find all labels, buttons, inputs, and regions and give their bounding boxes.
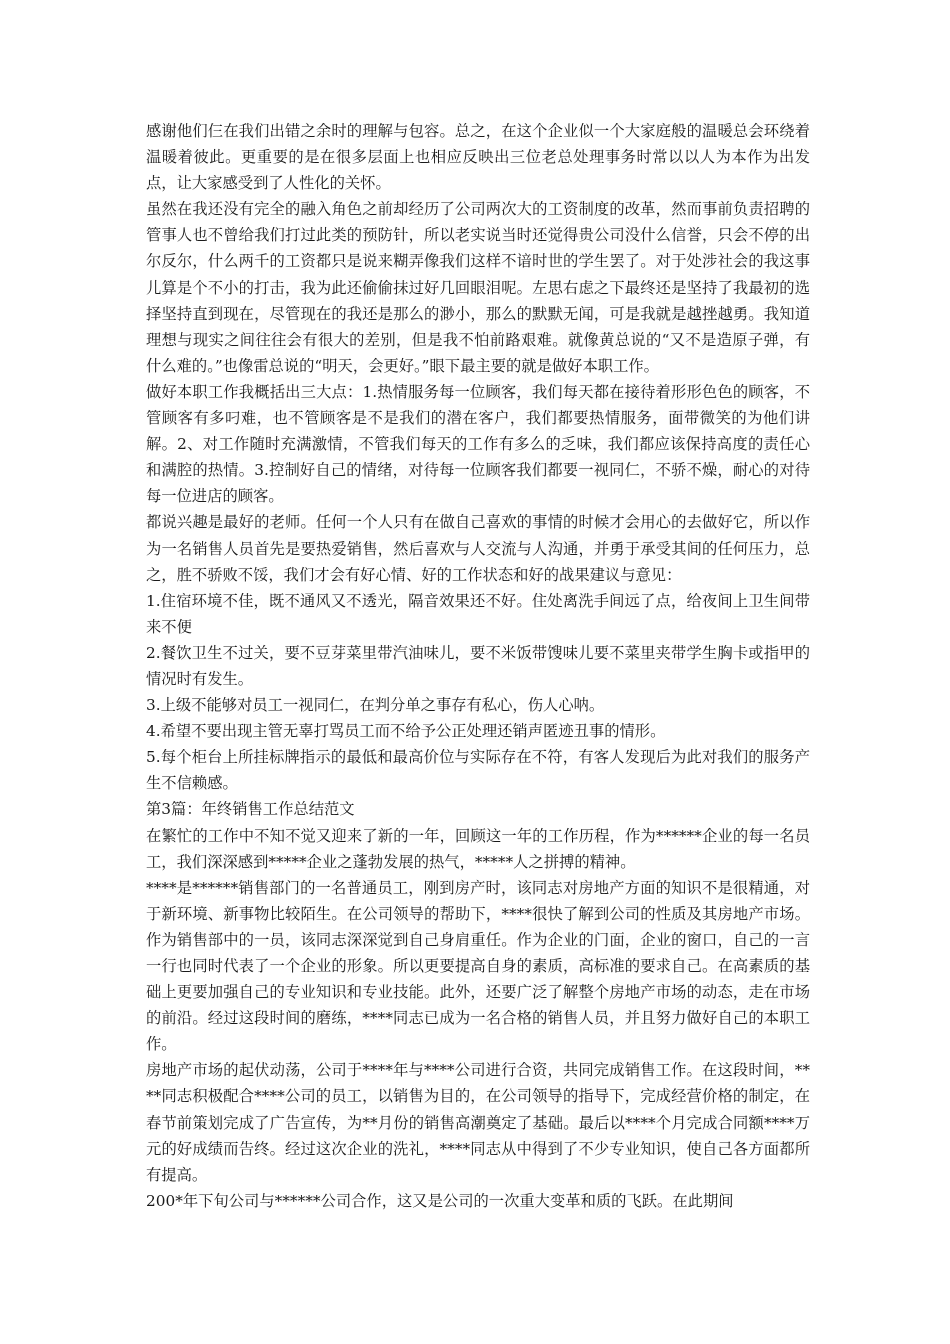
list-item: 5.每个柜台上所挂标牌指示的最低和最高价位与实际存在不符，有客人发现后为此对我们的服务产生不信赖感。 (146, 748, 810, 793)
paragraph: 房地产市场的起伏动荡，公司于****年与****公司进行合资，共同完成销售工作。在这段时间，****同志积极配合****公司的员工，以销售为目的，在公司领导的指导下，完成经营价格的制定，在春节前策划完成了广告宣传，为**月份的销售高潮奠定了基础。最后以****个月完成合同额****万元的好成绩而告终。经过这次企业的洗礼，****同志从中得到了不少专业知识，使自己各方面都所有提高。 (146, 1061, 810, 1184)
list-item: 4.希望不要出现主管无辜打骂员工而不给予公正处理还销声匿迹丑事的情形。 (146, 722, 666, 741)
paragraph: 感谢他们仨在我们出错之余时的理解与包容。总之，在这个企业似一个大家庭般的温暖总会环绕着温暖着彼此。更重要的是在很多层面上也相应反映出三位老总处理事务时常以以人为本作为出发点，让大家感受到了人性化的关怀。 (146, 122, 810, 193)
list-item: 2.餐饮卫生不过关，要不豆芽菜里带汽油味儿，要不米饭带馊味儿要不菜里夹带学生胸卡或指甲的情况时有发生。 (146, 643, 810, 688)
paragraph: 做好本职工作我概括出三大点：1.热情服务每一位顾客，我们每天都在接待着形形色色的顾客，不管顾客有多叼难，也不管顾客是不是我们的潜在客户，我们都要热情服务，面带微笑的为他们讲解。2、对工作随时充满激情，不管我们每天的工作有多么的乏味，我们都应该保持高度的责任心和满腔的热情。3.控制好自己的情绪，对待每一位顾客我们都要一视同仁，不骄不燥，耐心的对待每一位进店的顾客。 (146, 382, 810, 506)
paragraph: 都说兴趣是最好的老师。任何一个人只有在做自己喜欢的事情的时候才会用心的去做好它，所以作为一名销售人员首先是要热爱销售，然后喜欢与人交流与人沟通，并勇于承受其间的任何压力，总之，胜不骄败不馁，我们才会有好心情、好的工作状态和好的战果建议与意见： (146, 513, 810, 584)
paragraph: ****是******销售部门的一名普通员工，刚到房产时，该同志对房地产方面的知识不是很精通，对于新环境、新事物比较陌生。在公司领导的帮助下，****很快了解到公司的性质及其房地产市场。作为销售部中的一员，该同志深深觉到自己身肩重任。作为企业的门面，企业的窗口，自己的一言一行也同时代表了一个企业的形象。所以更要提高自身的素质，高标准的要求自己。在高素质的基础上更要加强自己的专业知识和专业技能。此外，还要广泛了解整个房地产市场的动态，走在市场的前沿。经过这段时间的磨练，****同志已成为一名合格的销售人员，并且努力做好自己的本职工作。 (146, 878, 810, 1054)
document-body (146, 118, 810, 1214)
paragraph: 200*年下旬公司与******公司合作，这又是公司的一次重大变革和质的飞跃。在此期间 (146, 1191, 734, 1210)
list-item: 1.住宿环境不佳，既不通风又不透光，隔音效果还不好。住处离洗手间远了点，给夜间上卫生间带来不便 (146, 591, 810, 636)
paragraph: 虽然在我还没有完全的融入角色之前却经历了公司两次大的工资制度的改革，然而事前负责招聘的管事人也不曾给我们打过此类的预防针，所以老实说当时还觉得贵公司没什么信誉，只会不停的出尔反尔，什么两千的工资都只是说来糊弄像我们这样不谙时世的学生罢了。对于处涉社会的我这事儿算是个不小的打击，我为此还偷偷抹过好几回眼泪呢。左思右虑之下最终还是坚持了我最初的选择坚持直到现在，尽管现在的我还是那么的渺小，那么的默默无闻，可是我就是越挫越勇。我知道理想与现实之间往往会有很大的差别，但是我不怕前路艰难。就像黄总说的“又不是造原子弹，有什么难的。”也像雷总说的“明天，会更好。”眼下最主要的就是做好本职工作。 (146, 200, 810, 375)
section-heading: 第3篇：年终销售工作总结范文 (146, 800, 355, 819)
list-item: 3.上级不能够对员工一视同仁，在判分单之事存有私心，伤人心呐。 (146, 696, 605, 715)
paragraph: 在繁忙的工作中不知不觉又迎来了新的一年，回顾这一年的工作历程，作为******企业的每一名员工，我们深深感到*****企业之蓬勃发展的热气，*****人之拼搏的精神。 (146, 826, 810, 871)
